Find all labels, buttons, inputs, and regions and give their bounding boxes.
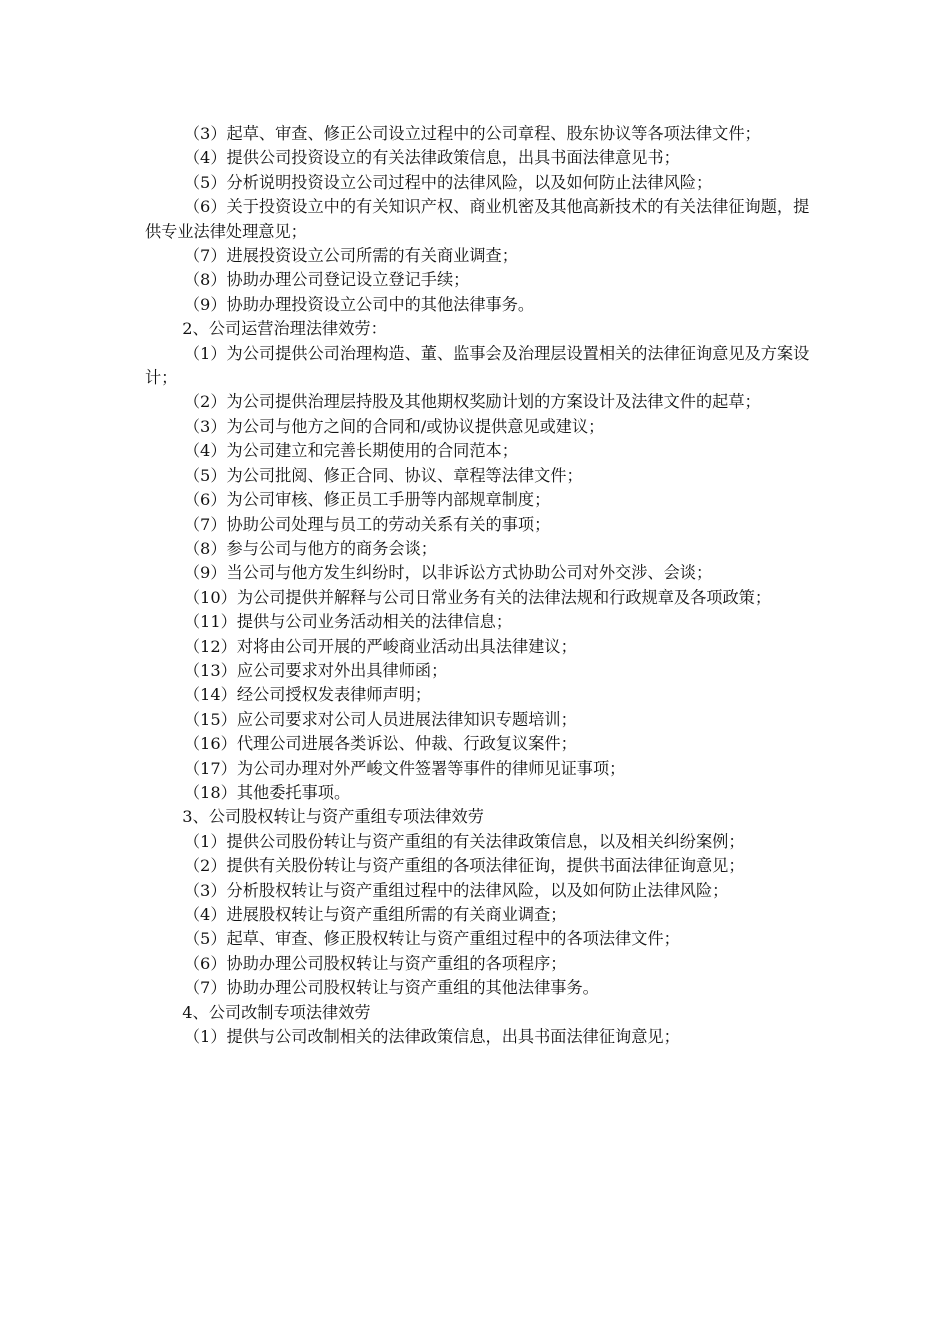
list-item: （18）其他委托事项。 bbox=[183, 782, 351, 802]
list-item: （10）为公司提供并解释与公司日常业务有关的法律法规和行政规章及各项政策； bbox=[183, 587, 772, 607]
list-item: （15）应公司要求对公司人员进展法律知识专题培训； bbox=[183, 709, 577, 729]
list-item: （11）提供与公司业务活动相关的法律信息； bbox=[183, 612, 513, 632]
list-item: （9）协助办理投资设立公司中的其他法律事务。 bbox=[183, 294, 535, 314]
list-item: （14）经公司授权发表律师声明； bbox=[183, 685, 432, 705]
list-item: （5）起草、审查、修正股权转让与资产重组过程中的各项法律文件； bbox=[183, 929, 680, 949]
section-heading: 4、公司改制专项法律效劳 bbox=[182, 1002, 371, 1022]
list-item: （3）起草、审查、修正公司设立过程中的公司章程、股东协议等各项法律文件； bbox=[183, 124, 761, 143]
list-item: （7）协助办理公司股权转让与资产重组的其他法律事务。 bbox=[183, 978, 599, 998]
list-item: （12）对将由公司开展的严峻商业活动出具法律建议； bbox=[183, 636, 577, 656]
list-item: （4）为公司建立和完善长期使用的合同范本； bbox=[183, 441, 518, 461]
list-item: （5）分析说明投资设立公司过程中的法律风险，以及如何防止法律风险； bbox=[183, 172, 713, 192]
list-item: （4）进展股权转让与资产重组所需的有关商业调查； bbox=[183, 905, 567, 924]
list-item: （8）协助办理公司登记设立登记手续； bbox=[183, 270, 470, 290]
list-item: （1）提供与公司改制相关的法律政策信息，出具书面法律征询意见； bbox=[183, 1027, 680, 1047]
list-item: （7）协助公司处理与员工的劳动关系有关的事项； bbox=[183, 514, 551, 534]
list-item: （6）为公司审核、修正员工手册等内部规章制度； bbox=[183, 490, 551, 510]
list-item: （2）提供有关股份转让与资产重组的各项法律征询，提供书面法律征询意见； bbox=[183, 856, 745, 876]
document-body bbox=[145, 122, 810, 1049]
list-item: （8）参与公司与他方的商务会谈； bbox=[183, 538, 437, 558]
list-item: （1）提供公司股份转让与资产重组的有关法律政策信息，以及相关纠纷案例； bbox=[183, 831, 745, 851]
section-heading: 2、公司运营治理法律效劳： bbox=[182, 319, 387, 339]
list-item: （13）应公司要求对外出具律师函； bbox=[183, 660, 448, 680]
list-item: （16）代理公司进展各类诉讼、仲裁、行政复议案件； bbox=[183, 734, 577, 754]
list-item: （3）分析股权转让与资产重组过程中的法律风险，以及如何防止法律风险； bbox=[183, 880, 729, 900]
list-item: （17）为公司办理对外严峻文件签署等事件的律师见证事项； bbox=[183, 758, 626, 778]
list-item: （5）为公司批阅、修正合同、协议、章程等法律文件； bbox=[183, 465, 583, 485]
list-item: （6）协助办理公司股权转让与资产重组的各项程序； bbox=[183, 953, 567, 973]
list-item: （1）为公司提供公司治理构造、董、监事会及治理层设置相关的法律征询意见及方案设计； bbox=[145, 343, 810, 388]
list-item: （9）当公司与他方发生纠纷时，以非诉讼方式协助公司对外交涉、会谈； bbox=[183, 563, 713, 583]
list-item: （3）为公司与他方之间的合同和/或协议提供意见或建议； bbox=[183, 416, 605, 436]
list-item: （7）进展投资设立公司所需的有关商业调查； bbox=[183, 246, 518, 266]
list-item: （4）提供公司投资设立的有关法律政策信息，出具书面法律意见书； bbox=[183, 148, 680, 168]
list-item: （2）为公司提供治理层持股及其他期权奖励计划的方案设计及法律文件的起草； bbox=[183, 392, 761, 412]
list-item: （6）关于投资设立中的有关知识产权、商业机密及其他高新技术的有关法律征询题，提供专业法律处理意见； bbox=[145, 197, 810, 241]
section-heading: 3、公司股权转让与资产重组专项法律效劳 bbox=[182, 807, 484, 827]
